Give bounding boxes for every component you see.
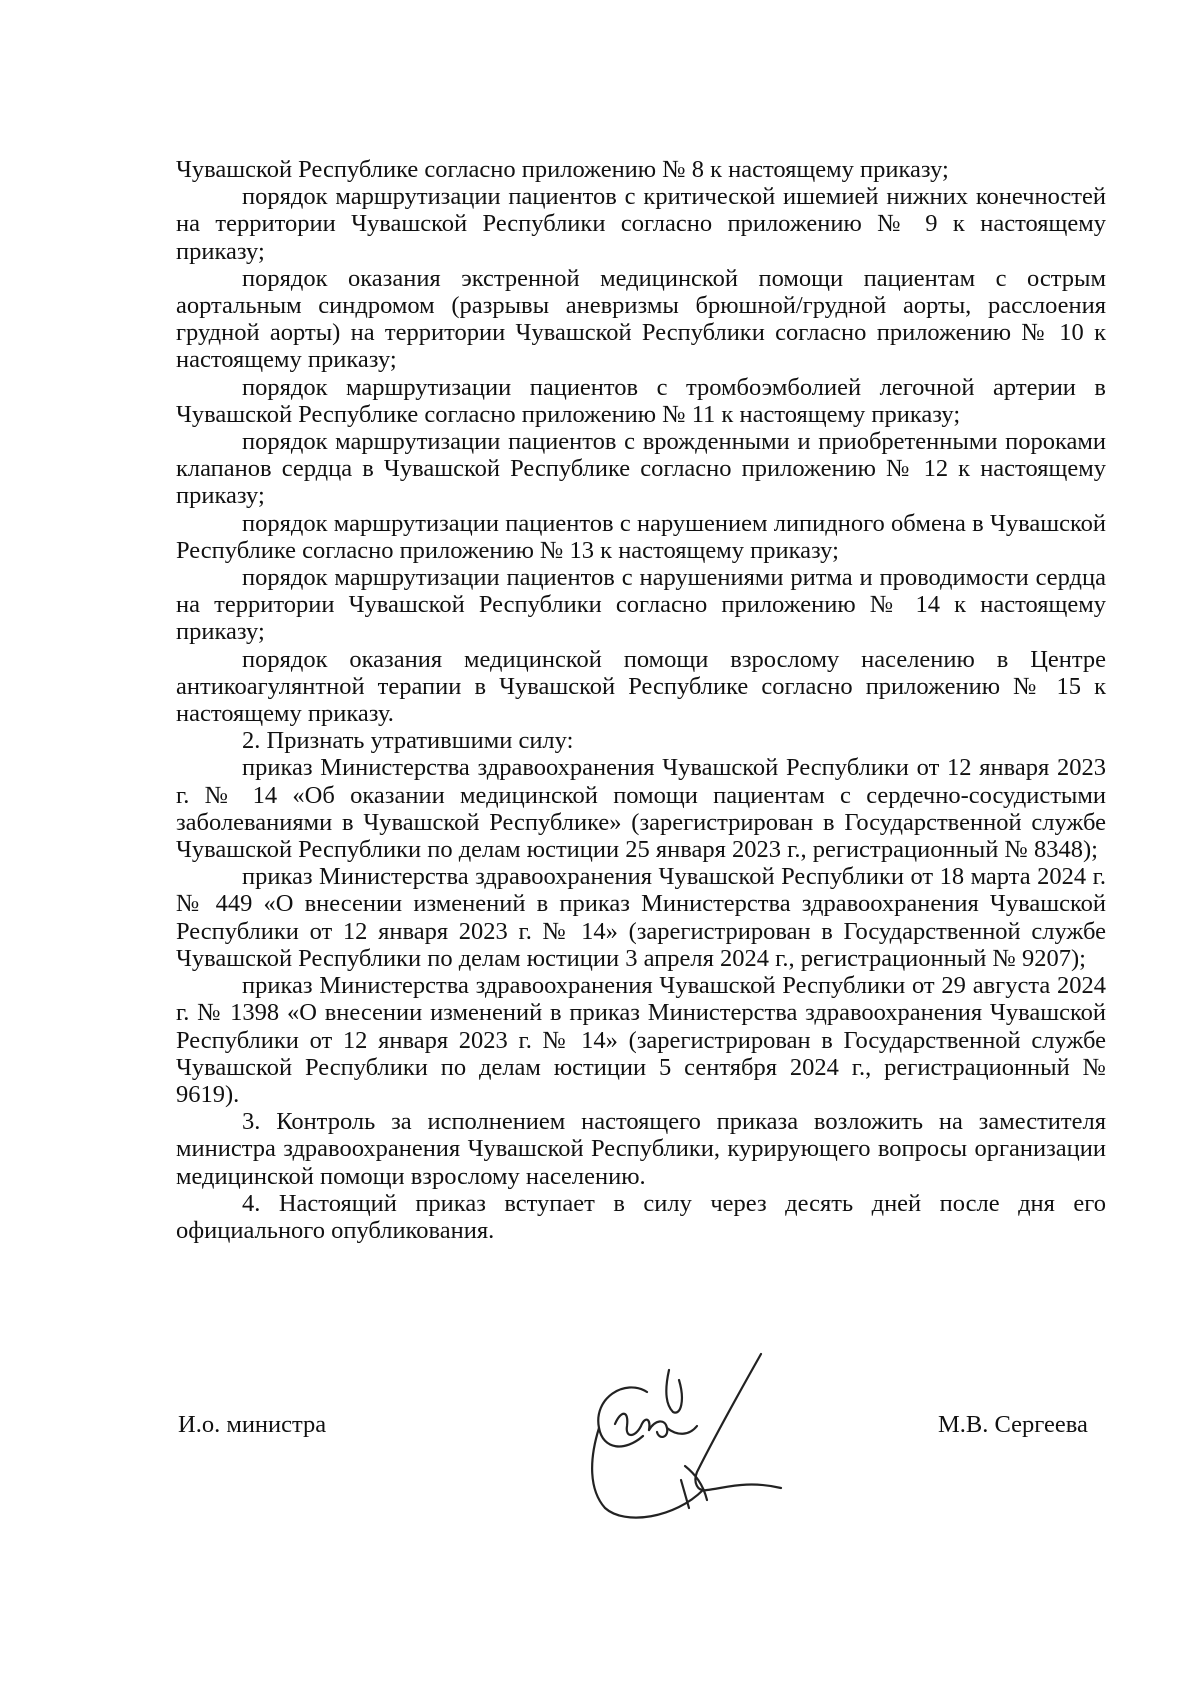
- signatory-name: М.В. Сергеева: [938, 1411, 1088, 1438]
- signatory-title: И.о. министра: [178, 1411, 327, 1438]
- paragraph-item-3: 3. Контроль за исполнением настоящего приказа возложить на заместителя министра здравоохранения Чувашской Республики, курирующего вопросы организации медицинской помощи взрослому населению.: [176, 1108, 1106, 1190]
- paragraph-appendix-11: порядок маршрутизации пациентов с тромбоэмболией легочной артерии в Чувашской Республике согласно приложению № 11 к настоящему приказу;: [176, 373, 1106, 428]
- paragraph-item-2: 2. Признать утратившими силу:: [242, 727, 574, 755]
- document-body: [176, 156, 1106, 1244]
- paragraph-appendix-12: порядок маршрутизации пациентов с врожденными и приобретенными пороками клапанов сердца в Чувашской Республике согласно приложению № 12 к настоящему приказу;: [176, 428, 1106, 510]
- handwritten-signature: [585, 1340, 805, 1530]
- paragraph-repealed-order-14: приказ Министерства здравоохранения Чувашской Республики от 12 января 2023 г. № 14 «Об оказании медицинской помощи пациентам с сердечно-сосудистыми заболеваниями в Чувашской Республике» (зарегистрирован в Государственной службе Чувашской Республики по делам юстиции 25 января 2023 г., регистрационный № 8348);: [176, 754, 1106, 864]
- paragraph-continuation-appendix-8: Чувашской Республике согласно приложению № 8 к настоящему приказу;: [176, 156, 949, 183]
- paragraph-appendix-13: порядок маршрутизации пациентов с нарушением липидного обмена в Чувашской Республике согласно приложению № 13 к настоящему приказу;: [176, 509, 1106, 564]
- paragraph-repealed-order-449: приказ Министерства здравоохранения Чувашской Республики от 18 марта 2024 г. № 449 «О внесении изменений в приказ Министерства здравоохранения Чувашской Республики от 12 января 2023 г. № 14» (зарегистрирован в Государственной службе Чувашской Республики по делам юстиции 3 апреля 2024 г., регистрационный № 9207);: [176, 863, 1106, 972]
- paragraph-item-4: 4. Настоящий приказ вступает в силу через десять дней после дня его официального опубликования.: [176, 1189, 1106, 1244]
- paragraph-repealed-order-1398: приказ Министерства здравоохранения Чувашской Республики от 29 августа 2024 г. № 1398 «О внесении изменений в приказ Министерства здравоохранения Чувашской Республики от 12 января 2023 г. № 14» (зарегистрирован в Государственной службе Чувашской Республики по делам юстиции 5 сентября 2024 г., регистрационный № 9619).: [176, 972, 1106, 1108]
- paragraph-appendix-14: порядок маршрутизации пациентов с нарушениями ритма и проводимости сердца на территории Чувашской Республики согласно приложению № 14 к настоящему приказу;: [176, 564, 1106, 646]
- paragraph-appendix-10: порядок оказания экстренной медицинской помощи пациентам с острым аортальным синдромом (разрывы аневризмы брюшной/грудной аорты, расслоения грудной аорты) на территории Чувашской Республики согласно приложению № 10 к настоящему приказу;: [176, 264, 1106, 374]
- paragraph-appendix-15: порядок оказания медицинской помощи взрослому населению в Центре антикоагулянтной терапии в Чувашской Республике согласно приложению № 15 к настоящему приказу.: [176, 645, 1106, 728]
- paragraph-appendix-9: порядок маршрутизации пациентов с критической ишемией нижних конечностей на территории Чувашской Республики согласно приложению № 9 к настоящему приказу;: [176, 183, 1106, 265]
